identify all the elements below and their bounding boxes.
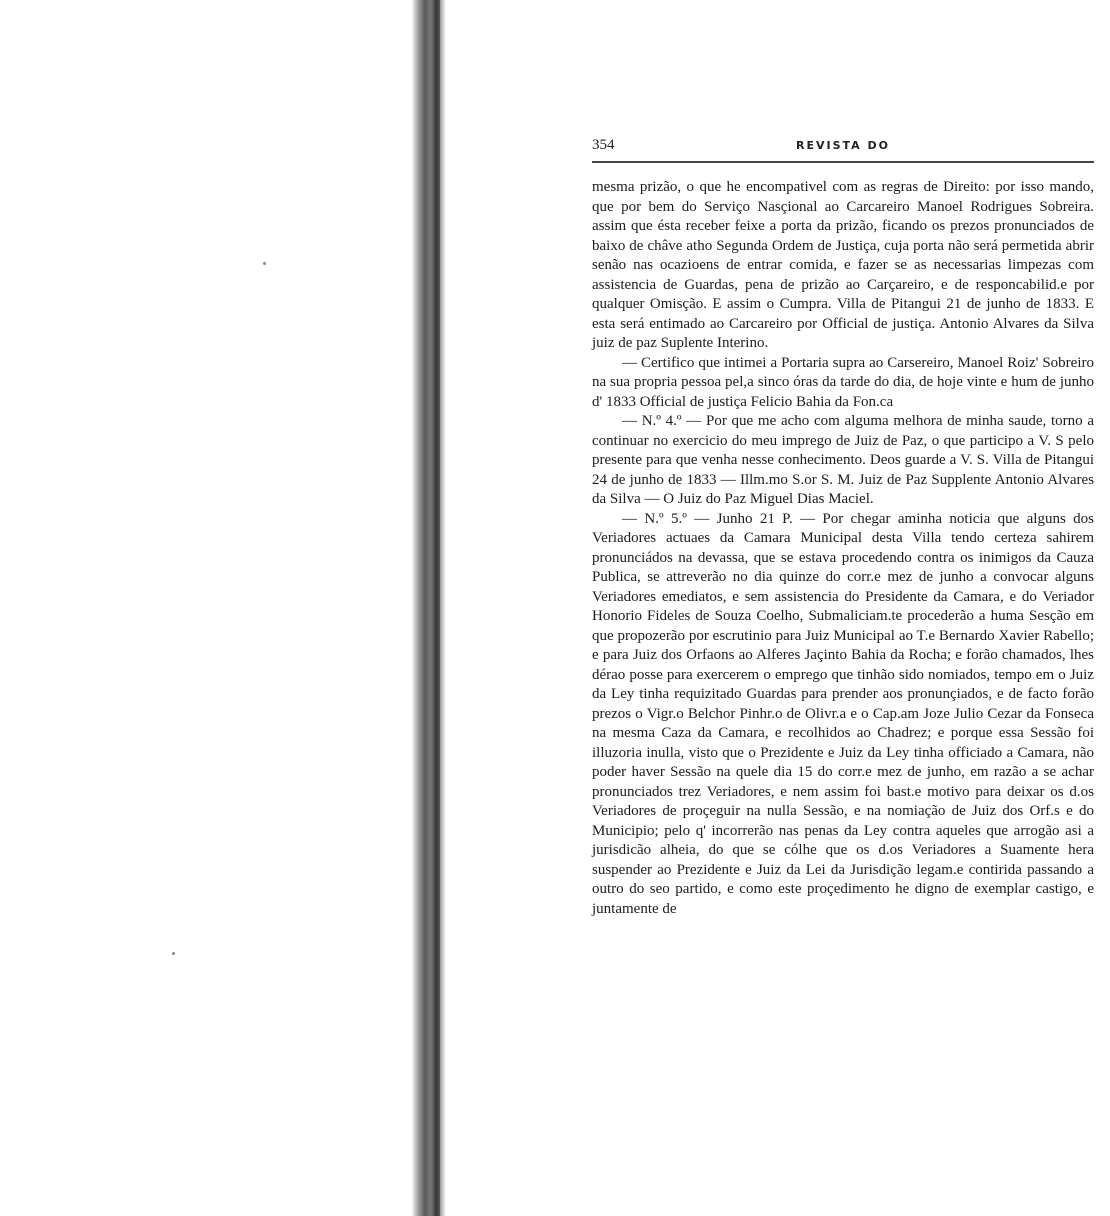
book-gutter: [412, 0, 446, 1216]
gutter-shadow-line: [436, 0, 440, 1216]
left-blank-page: [0, 0, 418, 1216]
paragraph: — N.º 5.º — Junho 21 P. — Por chegar aminha noticia que alguns dos Veriadores actuaes da Camara Municipal desta Villa tendo certeza sahirem pronunciádos na devassa, que se estava procedendo contra os inimigos da Cauza Publica, se attreverão no dia quinze do corr.e mez de junho a convocar alguns Veriadores emediatos, e sem assistencia do Presidente da Camara, e do Veriador Honorio Fideles de Souza Coelho, Submaliciam.te procederão a huma Sesção em que propozerão por escrutinio para Juiz Municipal ao T.e Bernardo Xavier Rabello; e para Juiz dos Orfaons ao Alferes Jaçinto Bahia da Rocha; e forão chamados, lhes dérao posse para exercerem o emprego que tinhão sido nomiados, tempo em o Juiz da Ley tinha requizitado Guardas para prender aos pronunçiados, e de facto forão prezos o Vigr.o Belchor Pinhr.o de Olivr.a e o Cap.am Joze Julio Cezar da Fonseca na mesma Caza da Camara, e recolhidos ao Chadrez; e porque essa Sessão foi illuzoria inulla, visto que o Prezidente e Juiz da Ley tinha officiado a Camara, não poder haver Sessão na quele dia 15 do corr.e mez de junho, em razão a se achar pronunciados trez Veriadores, e nem assim foi bast.e motivo para deixar os d.os Veriadores de proçeguir na nulla Sessão, e na nomiação de Juiz dos Orf.s e do Municipio; pelo q' incorrerão nas penas da Ley contra aqueles que arrogão asi a jurisdicão alheia, do que se cólhe que os d.os Veriadores a Suamente hera suspender ao Prezidente e Juiz da Lei da Jurisdição legam.e contirida passando a outro do seo partido, e como este proçedimento he digno de exemplar castigo, e juntamente de: [592, 510, 1094, 917]
paragraph: — N.º 4.º — Por que me acho com alguma melhora de minha saude, torno a continuar no exercicio do meu imprego de Juiz de Paz, o que participo a V. S pelo presente para que venha nesse conhecimento. Deos guarde a V. S. Villa de Pitangui 24 de junho de 1833 — Illm.mo S.or S. M. Juiz de Paz Supplente Antonio Alvares da Silva — O Juiz do Paz Miguel Dias Maciel.: [592, 413, 1094, 507]
page-number: 354: [592, 137, 615, 153]
running-head: [592, 137, 1094, 159]
page-speck: [172, 952, 175, 955]
header-rule: [592, 161, 1094, 163]
paragraph: mesma prizão, o que he encompativel com as regras de Direito: por isso mando, que por bem do Serviço Nasçional ao Carcareiro Manoel Rodrigues Sobreira. assim que ésta receber feixe a porta da prizão, ficando os prezos pronunciados de baixo de châve atho Segunda Ordem de Justiça, cuja porta não será permetida abrir senão nas ocazioens de entrar comida, e fazer se as necessarias limpezas com assistencia de Guardas, pena de prizão ao Carçareiro, e de responcabilid.e por qualquer Omisção. E assim o Cumpra. Villa de Pitangui 21 de junho de 1833. E esta será entimado ao Carcareiro por Official de justiça. Antonio Alvares da Silva juiz de paz Suplente Interino.: [592, 179, 1094, 351]
page-speck: [263, 262, 266, 265]
journal-title: REVISTA DO: [796, 139, 890, 152]
paragraph: — Certifico que intimei a Portaria supra ao Carsereiro, Manoel Roiz' Sobreiro na sua propria pessoa pel,a sinco óras da tarde do dia, de hoje vinte e hum de junho d' 1833 Official de justiça Felicio Bahia da Fon.ca: [592, 354, 1094, 410]
body-text: [592, 178, 1094, 919]
